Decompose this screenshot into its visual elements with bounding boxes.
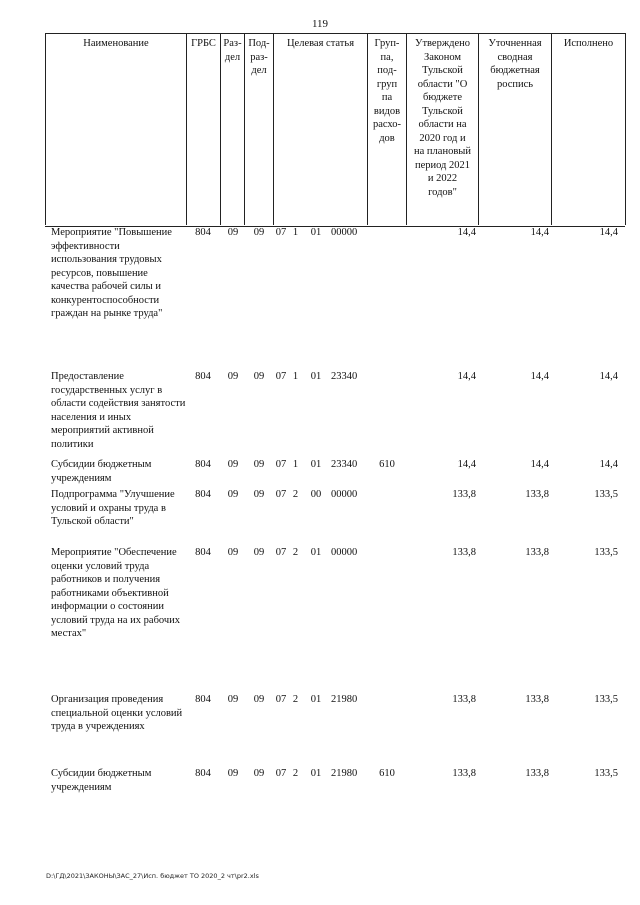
row-approved: 133,8 (452, 768, 476, 779)
row-podrazdel: 09 (253, 694, 265, 705)
row-name: Субсидии бюджетным учреждениям (51, 459, 152, 484)
row-executed: 14,4 (599, 227, 618, 238)
row-executed: 133,5 (594, 489, 618, 500)
page-number: 119 (311, 18, 329, 30)
row-name: Организация проведения специальной оценки условий труда в учреждениях (51, 694, 183, 732)
row-target-4: 00000 (331, 547, 358, 558)
row-target-4: 21980 (331, 768, 358, 779)
row-grbs: 804 (195, 489, 211, 500)
header-divider (186, 33, 187, 225)
row-razdel: 09 (227, 694, 239, 705)
row-executed: 133,5 (594, 694, 618, 705)
row-target-1: 07 (275, 489, 287, 500)
row-approved: 14,4 (457, 371, 476, 382)
header-divider (45, 33, 46, 225)
row-approved: 14,4 (457, 227, 476, 238)
row-target-3: 01 (310, 459, 322, 470)
row-target-2: 2 (292, 547, 299, 558)
row-target-1: 07 (275, 371, 287, 382)
row-podrazdel: 09 (253, 459, 265, 470)
row-executed: 133,5 (594, 547, 618, 558)
row-name: Подпрограмма "Улучшение условий и охраны труда в Тульской области" (51, 489, 175, 527)
row-refined: 133,8 (525, 489, 549, 500)
row-target-1: 07 (275, 459, 287, 470)
row-approved: 133,8 (452, 694, 476, 705)
row-target-2: 1 (292, 459, 299, 470)
header-razdel: Раз- дел (223, 38, 242, 63)
row-target-1: 07 (275, 227, 287, 238)
row-target-4: 21980 (331, 694, 358, 705)
row-grbs: 804 (195, 694, 211, 705)
row-grbs: 804 (195, 459, 211, 470)
row-grbs: 804 (195, 768, 211, 779)
header-approved: Утверждено Законом Тульской области "О бюджете Тульской области на 2020 год и на плановый период 2021 и 2022 годов" (414, 38, 471, 198)
row-approved: 133,8 (452, 547, 476, 558)
row-podrazdel: 09 (253, 768, 265, 779)
header-target: Целевая статья (286, 38, 355, 49)
row-razdel: 09 (227, 227, 239, 238)
row-razdel: 09 (227, 768, 239, 779)
row-name: Предоставление государственных услуг в области содействия занятости населения и иных мероприятий активной политики (51, 371, 186, 450)
row-target-2: 1 (292, 227, 299, 238)
row-executed: 133,5 (594, 768, 618, 779)
row-grbs: 804 (195, 371, 211, 382)
header-executed: Исполнено (563, 38, 614, 49)
row-target-3: 01 (310, 547, 322, 558)
row-grbs: 804 (195, 227, 211, 238)
row-name: Мероприятие "Обеспечение оценки условий труда работников и получения работниками объективной информации о состоянии условий труда на их рабочих местах" (51, 547, 181, 639)
row-refined: 14,4 (530, 227, 549, 238)
row-podrazdel: 09 (253, 547, 265, 558)
row-razdel: 09 (227, 547, 239, 558)
header-divider (625, 33, 626, 225)
header-name: Наименование (83, 38, 149, 49)
row-target-2: 2 (292, 489, 299, 500)
row-target-2: 2 (292, 694, 299, 705)
row-target-1: 07 (275, 694, 287, 705)
row-podrazdel: 09 (253, 489, 265, 500)
row-razdel: 09 (227, 459, 239, 470)
row-target-4: 00000 (331, 489, 358, 500)
row-target-4: 23340 (331, 371, 358, 382)
row-podrazdel: 09 (253, 371, 265, 382)
row-target-1: 07 (275, 768, 287, 779)
row-group: 610 (379, 459, 395, 470)
row-target-4: 23340 (331, 459, 358, 470)
row-group: 610 (379, 768, 395, 779)
row-target-3: 01 (310, 694, 322, 705)
row-target-2: 1 (292, 371, 299, 382)
row-razdel: 09 (227, 489, 239, 500)
row-podrazdel: 09 (253, 227, 265, 238)
header-refined: Уточненная сводная бюджетная роспись (488, 38, 542, 90)
row-razdel: 09 (227, 371, 239, 382)
header-podrazdel: Под- раз- дел (248, 38, 270, 76)
row-approved: 14,4 (457, 459, 476, 470)
header-divider (551, 33, 552, 225)
row-refined: 14,4 (530, 459, 549, 470)
header-divider (273, 33, 274, 225)
row-target-3: 01 (310, 768, 322, 779)
row-target-3: 00 (310, 489, 322, 500)
row-executed: 14,4 (599, 459, 618, 470)
row-target-4: 00000 (331, 227, 358, 238)
row-refined: 133,8 (525, 547, 549, 558)
row-name: Мероприятие "Повышение эффективности использования трудовых ресурсов, повышение качества рабочей силы и конкурентоспособности граждан на рынке труда" (51, 227, 172, 319)
header-group: Груп- па, под- груп па видов расхо- дов (372, 38, 402, 144)
row-refined: 133,8 (525, 694, 549, 705)
row-executed: 14,4 (599, 371, 618, 382)
row-target-1: 07 (275, 547, 287, 558)
row-refined: 133,8 (525, 768, 549, 779)
row-target-3: 01 (310, 371, 322, 382)
file-path-footer: D:\ГД\2021\ЗАКОНЫ\ЗАС_27\Исп. бюджет ТО 2020_2 чт\pr2.xls (46, 872, 259, 880)
row-grbs: 804 (195, 547, 211, 558)
row-target-3: 01 (310, 227, 322, 238)
row-approved: 133,8 (452, 489, 476, 500)
row-refined: 14,4 (530, 371, 549, 382)
row-name: Субсидии бюджетным учреждениям (51, 768, 152, 793)
header-grbs: ГРБС (191, 38, 216, 49)
row-target-2: 2 (292, 768, 299, 779)
